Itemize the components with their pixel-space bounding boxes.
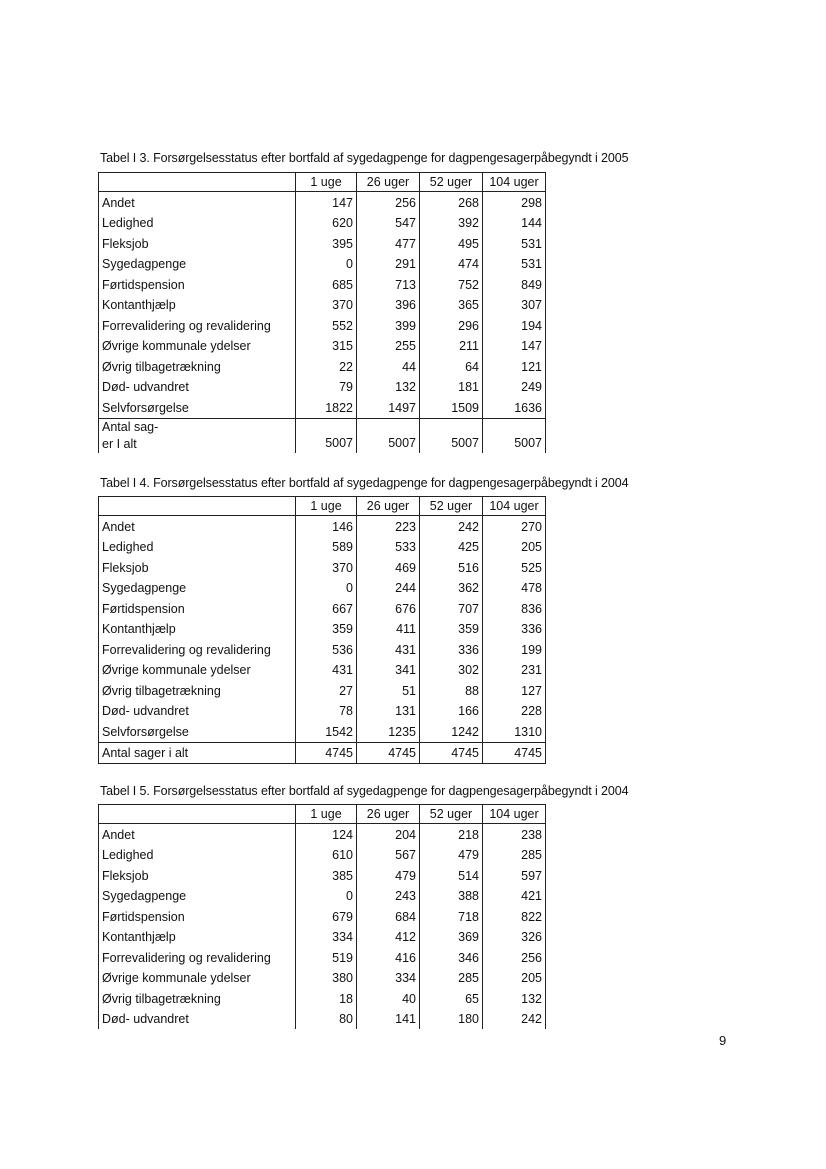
- table-header-row: [99, 173, 546, 192]
- row-label: Førtidspension: [99, 274, 296, 295]
- cell-value: 336: [483, 619, 546, 640]
- cell-value: 620: [296, 213, 357, 234]
- header-104-uger: 104 uger: [483, 173, 546, 192]
- row-label: Øvrig tilbagetrækning: [99, 356, 296, 377]
- header-26-uger: 26 uger: [357, 805, 420, 824]
- row-label: Øvrig tilbagetrækning: [99, 988, 296, 1009]
- cell-value: 380: [296, 968, 357, 989]
- row-label: Sygedagpenge: [99, 254, 296, 275]
- header-1-uge: 1 uge: [296, 805, 357, 824]
- cell-value: 127: [483, 680, 546, 701]
- row-label: Forrevalidering og revalidering: [99, 639, 296, 660]
- table-row: [99, 619, 546, 640]
- row-label: Andet: [99, 516, 296, 537]
- cell-value: 88: [420, 680, 483, 701]
- table-header-row: [99, 497, 546, 516]
- total-value: 5007: [357, 418, 420, 453]
- cell-value: 228: [483, 701, 546, 722]
- table-row: [99, 192, 546, 213]
- cell-value: 531: [483, 233, 546, 254]
- cell-value: 416: [357, 947, 420, 968]
- table-row: [99, 639, 546, 660]
- cell-value: 194: [483, 315, 546, 336]
- cell-value: 243: [357, 886, 420, 907]
- cell-value: 597: [483, 865, 546, 886]
- table-row: [99, 721, 546, 742]
- table-total-row: [99, 418, 546, 453]
- cell-value: 64: [420, 356, 483, 377]
- cell-value: 336: [420, 639, 483, 660]
- table-row: [99, 537, 546, 558]
- total-value: 5007: [483, 418, 546, 453]
- cell-value: 679: [296, 906, 357, 927]
- cell-value: 707: [420, 598, 483, 619]
- row-label: Fleksjob: [99, 865, 296, 886]
- cell-value: 676: [357, 598, 420, 619]
- cell-value: 479: [420, 845, 483, 866]
- page-number: 9: [719, 1033, 727, 1048]
- cell-value: 238: [483, 824, 546, 845]
- table-i4: [98, 496, 546, 764]
- table-row: [99, 315, 546, 336]
- header-empty-cell: [99, 173, 296, 192]
- cell-value: 307: [483, 295, 546, 316]
- cell-value: 181: [420, 377, 483, 398]
- cell-value: 256: [357, 192, 420, 213]
- table-row: [99, 233, 546, 254]
- cell-value: 1509: [420, 397, 483, 418]
- row-label: Selvforsørgelse: [99, 721, 296, 742]
- cell-value: 1542: [296, 721, 357, 742]
- cell-value: 359: [296, 619, 357, 640]
- table-row: [99, 988, 546, 1009]
- cell-value: 124: [296, 824, 357, 845]
- cell-value: 132: [483, 988, 546, 1009]
- cell-value: 132: [357, 377, 420, 398]
- table-row: [99, 968, 546, 989]
- table-row: [99, 254, 546, 275]
- cell-value: 1310: [483, 721, 546, 742]
- cell-value: 326: [483, 927, 546, 948]
- cell-value: 365: [420, 295, 483, 316]
- total-value: 4745: [296, 742, 357, 764]
- cell-value: 346: [420, 947, 483, 968]
- table-row: [99, 274, 546, 295]
- cell-value: 713: [357, 274, 420, 295]
- table-row: [99, 336, 546, 357]
- table-row: [99, 824, 546, 845]
- cell-value: 218: [420, 824, 483, 845]
- header-1-uge: 1 uge: [296, 497, 357, 516]
- cell-value: 341: [357, 660, 420, 681]
- cell-value: 552: [296, 315, 357, 336]
- cell-value: 147: [483, 336, 546, 357]
- header-1-uge: 1 uge: [296, 173, 357, 192]
- cell-value: 685: [296, 274, 357, 295]
- row-label: Ledighed: [99, 537, 296, 558]
- cell-value: 836: [483, 598, 546, 619]
- cell-value: 51: [357, 680, 420, 701]
- cell-value: 718: [420, 906, 483, 927]
- total-value: 5007: [420, 418, 483, 453]
- cell-value: 425: [420, 537, 483, 558]
- cell-value: 514: [420, 865, 483, 886]
- cell-value: 242: [420, 516, 483, 537]
- cell-value: 131: [357, 701, 420, 722]
- cell-value: 431: [296, 660, 357, 681]
- cell-value: 1242: [420, 721, 483, 742]
- cell-value: 547: [357, 213, 420, 234]
- cell-value: 589: [296, 537, 357, 558]
- header-empty-cell: [99, 805, 296, 824]
- cell-value: 78: [296, 701, 357, 722]
- cell-value: 291: [357, 254, 420, 275]
- table-row: [99, 397, 546, 418]
- total-value: 4745: [483, 742, 546, 764]
- cell-value: 180: [420, 1009, 483, 1030]
- header-52-uger: 52 uger: [420, 497, 483, 516]
- cell-value: 223: [357, 516, 420, 537]
- row-label: Fleksjob: [99, 233, 296, 254]
- cell-value: 479: [357, 865, 420, 886]
- cell-value: 244: [357, 578, 420, 599]
- cell-value: 396: [357, 295, 420, 316]
- cell-value: 302: [420, 660, 483, 681]
- cell-value: 385: [296, 865, 357, 886]
- table-row: [99, 906, 546, 927]
- cell-value: 296: [420, 315, 483, 336]
- table-row: [99, 927, 546, 948]
- table-row: [99, 845, 546, 866]
- cell-value: 567: [357, 845, 420, 866]
- cell-value: 270: [483, 516, 546, 537]
- table-row: [99, 1009, 546, 1030]
- cell-value: 242: [483, 1009, 546, 1030]
- cell-value: 684: [357, 906, 420, 927]
- cell-value: 1822: [296, 397, 357, 418]
- cell-value: 533: [357, 537, 420, 558]
- cell-value: 249: [483, 377, 546, 398]
- cell-value: 0: [296, 254, 357, 275]
- cell-value: 315: [296, 336, 357, 357]
- row-label: Andet: [99, 192, 296, 213]
- cell-value: 144: [483, 213, 546, 234]
- table-row: [99, 680, 546, 701]
- table-i5: [98, 804, 546, 1029]
- table-row: [99, 660, 546, 681]
- header-empty-cell: [99, 497, 296, 516]
- total-value: 5007: [296, 418, 357, 453]
- row-label: Øvrige kommunale ydelser: [99, 968, 296, 989]
- cell-value: 256: [483, 947, 546, 968]
- cell-value: 752: [420, 274, 483, 295]
- cell-value: 431: [357, 639, 420, 660]
- cell-value: 166: [420, 701, 483, 722]
- cell-value: 255: [357, 336, 420, 357]
- cell-value: 412: [357, 927, 420, 948]
- row-label: Ledighed: [99, 845, 296, 866]
- table-header-row: [99, 805, 546, 824]
- cell-value: 205: [483, 968, 546, 989]
- cell-value: 849: [483, 274, 546, 295]
- header-26-uger: 26 uger: [357, 173, 420, 192]
- row-label: Ledighed: [99, 213, 296, 234]
- row-label: Død- udvandret: [99, 377, 296, 398]
- row-label: Øvrige kommunale ydelser: [99, 660, 296, 681]
- row-label: Øvrige kommunale ydelser: [99, 336, 296, 357]
- table-row: [99, 213, 546, 234]
- total-value: 4745: [420, 742, 483, 764]
- row-label: Sygedagpenge: [99, 578, 296, 599]
- cell-value: 40: [357, 988, 420, 1009]
- cell-value: 495: [420, 233, 483, 254]
- cell-value: 519: [296, 947, 357, 968]
- row-label: Død- udvandret: [99, 701, 296, 722]
- cell-value: 268: [420, 192, 483, 213]
- table-i4-caption: Tabel I 4. Forsørgelsesstatus efter bortfald af sygedagpenge for dagpengesagerpåbegyndt i 2004: [100, 476, 629, 490]
- row-label: Øvrig tilbagetrækning: [99, 680, 296, 701]
- row-label: Kontanthjælp: [99, 619, 296, 640]
- cell-value: 334: [296, 927, 357, 948]
- cell-value: 199: [483, 639, 546, 660]
- cell-value: 147: [296, 192, 357, 213]
- cell-value: 395: [296, 233, 357, 254]
- table-row: [99, 356, 546, 377]
- row-label: Forrevalidering og revalidering: [99, 947, 296, 968]
- table-row: [99, 557, 546, 578]
- cell-value: 18: [296, 988, 357, 1009]
- table-i3-caption: Tabel I 3. Forsørgelsesstatus efter bortfald af sygedagpenge for dagpengesagerpåbegyndt i 2005: [100, 151, 629, 165]
- cell-value: 0: [296, 886, 357, 907]
- cell-value: 27: [296, 680, 357, 701]
- row-label: Førtidspension: [99, 906, 296, 927]
- row-label: Selvforsørgelse: [99, 397, 296, 418]
- cell-value: 334: [357, 968, 420, 989]
- table-i3: [98, 172, 546, 453]
- total-label: Antal sager i alt: [99, 742, 296, 764]
- total-label: Antal sag- er I alt: [99, 418, 296, 453]
- table-row: [99, 598, 546, 619]
- cell-value: 531: [483, 254, 546, 275]
- cell-value: 204: [357, 824, 420, 845]
- row-label: Død- udvandret: [99, 1009, 296, 1030]
- cell-value: 121: [483, 356, 546, 377]
- cell-value: 525: [483, 557, 546, 578]
- cell-value: 477: [357, 233, 420, 254]
- header-104-uger: 104 uger: [483, 805, 546, 824]
- header-52-uger: 52 uger: [420, 805, 483, 824]
- cell-value: 0: [296, 578, 357, 599]
- cell-value: 285: [483, 845, 546, 866]
- table-row: [99, 578, 546, 599]
- cell-value: 822: [483, 906, 546, 927]
- cell-value: 1235: [357, 721, 420, 742]
- row-label: Andet: [99, 824, 296, 845]
- cell-value: 421: [483, 886, 546, 907]
- cell-value: 1636: [483, 397, 546, 418]
- cell-value: 205: [483, 537, 546, 558]
- cell-value: 392: [420, 213, 483, 234]
- cell-value: 65: [420, 988, 483, 1009]
- table-row: [99, 886, 546, 907]
- cell-value: 388: [420, 886, 483, 907]
- cell-value: 298: [483, 192, 546, 213]
- row-label: Kontanthjælp: [99, 927, 296, 948]
- cell-value: 80: [296, 1009, 357, 1030]
- cell-value: 146: [296, 516, 357, 537]
- table-row: [99, 865, 546, 886]
- header-26-uger: 26 uger: [357, 497, 420, 516]
- header-104-uger: 104 uger: [483, 497, 546, 516]
- table-total-row: [99, 742, 546, 764]
- table-row: [99, 516, 546, 537]
- cell-value: 610: [296, 845, 357, 866]
- cell-value: 369: [420, 927, 483, 948]
- total-value: 4745: [357, 742, 420, 764]
- row-label: Forrevalidering og revalidering: [99, 315, 296, 336]
- table-row: [99, 947, 546, 968]
- row-label: Kontanthjælp: [99, 295, 296, 316]
- cell-value: 474: [420, 254, 483, 275]
- cell-value: 478: [483, 578, 546, 599]
- header-52-uger: 52 uger: [420, 173, 483, 192]
- table-row: [99, 377, 546, 398]
- table-i5-caption: Tabel I 5. Forsørgelsesstatus efter bortfald af sygedagpenge for dagpengesagerpåbegyndt i 2004: [100, 784, 629, 798]
- cell-value: 44: [357, 356, 420, 377]
- cell-value: 231: [483, 660, 546, 681]
- cell-value: 362: [420, 578, 483, 599]
- row-label: Førtidspension: [99, 598, 296, 619]
- table-row: [99, 295, 546, 316]
- cell-value: 22: [296, 356, 357, 377]
- row-label: Sygedagpenge: [99, 886, 296, 907]
- cell-value: 370: [296, 557, 357, 578]
- cell-value: 211: [420, 336, 483, 357]
- cell-value: 359: [420, 619, 483, 640]
- cell-value: 667: [296, 598, 357, 619]
- cell-value: 370: [296, 295, 357, 316]
- row-label: Fleksjob: [99, 557, 296, 578]
- cell-value: 1497: [357, 397, 420, 418]
- cell-value: 516: [420, 557, 483, 578]
- table-row: [99, 701, 546, 722]
- cell-value: 411: [357, 619, 420, 640]
- cell-value: 141: [357, 1009, 420, 1030]
- cell-value: 399: [357, 315, 420, 336]
- cell-value: 469: [357, 557, 420, 578]
- cell-value: 285: [420, 968, 483, 989]
- cell-value: 536: [296, 639, 357, 660]
- cell-value: 79: [296, 377, 357, 398]
